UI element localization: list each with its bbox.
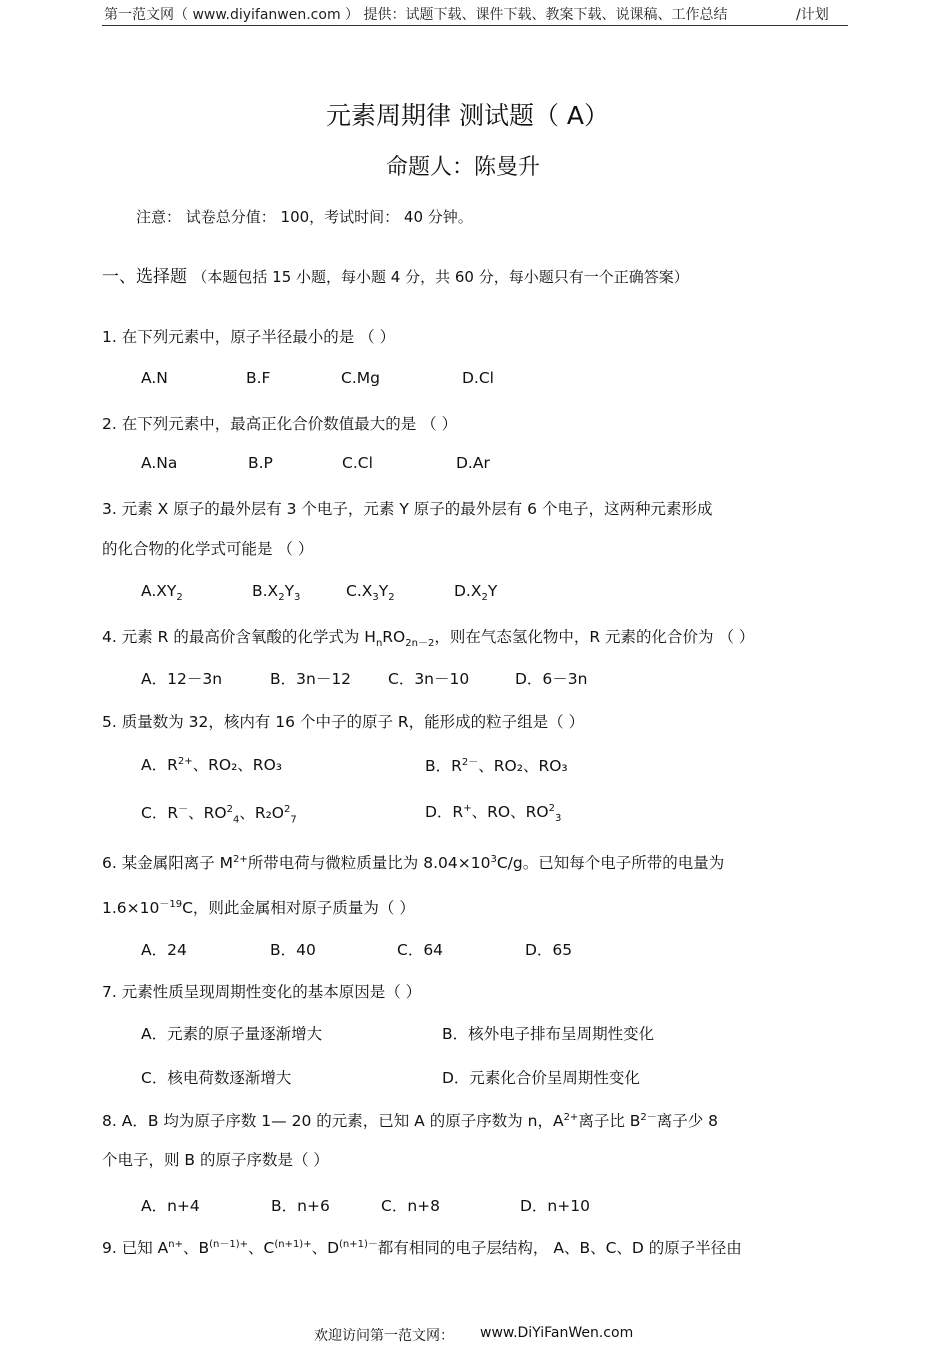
- q1-option-b: B.F: [246, 369, 271, 387]
- section-heading: [102, 262, 689, 287]
- question-2-stem: 2. 在下列元素中，最高正化合价数值最大的是 （ ）: [102, 415, 458, 433]
- q8-option-c: C．n+8: [381, 1197, 440, 1215]
- q5-option-c: C．R－、$RO^2_4$、$R_2O^2_7$: [141, 804, 297, 826]
- q3-option-a: $A.XY_2$: [141, 582, 183, 604]
- q4-option-b: B．3n－12: [270, 670, 352, 688]
- header-suffix: /计划: [796, 7, 829, 23]
- question-1-stem: 1. 在下列元素中，原子半径最小的是 （ ）: [102, 328, 396, 346]
- footer-url-link[interactable]: www.DiYiFanWen.com: [480, 1325, 634, 1341]
- section-description: （本题包括 15 小题，每小题 4 分，共 60 分，每小题只有一个正确答案）: [192, 268, 689, 286]
- q1-option-d: D.Cl: [462, 369, 494, 387]
- q4-option-a: A．12－3n: [141, 670, 223, 688]
- q7-option-a: A．元素的原子量逐渐增大: [141, 1025, 323, 1043]
- q8-option-d: D．n+10: [520, 1197, 590, 1215]
- question-9-stem: 9. 已知 $A^{n+}$、$B^{(n-1)+}$、$C^{(n+1)+}$、$D^{(n+1)-}$都有相同的电子层结构， A、B、C、D 的原子半径由: [102, 1239, 742, 1258]
- question-3-line-1: 3. 元素 X 原子的最外层有 3 个电子，元素 Y 原子的最外层有 6 个电子，这两种元素形成: [102, 500, 713, 518]
- q6-option-b: B．40: [270, 941, 316, 959]
- q2-option-c: C.Cl: [342, 454, 373, 472]
- author: 命题人：陈曼升: [386, 155, 541, 180]
- q3-option-c: $C.X_3Y_2$: [346, 582, 395, 604]
- question-4-stem: 4. 元素 R 的最高价含氧酸的化学式为 $H_nRO_{2n-2}$，则在气态氢化物中，R 元素的化合价为 （ ）: [102, 628, 755, 650]
- q7-option-b: B．核外电子排布呈周期性变化: [442, 1025, 655, 1043]
- q4-option-d: D．6－3n: [515, 670, 588, 688]
- q1-option-a: A.N: [141, 369, 168, 387]
- q6-option-c: C．64: [397, 941, 444, 959]
- question-6-line-2: $1.6\times 10^{-19}C$，则此金属相对原子质量为（ ）: [102, 899, 415, 918]
- q4-option-c: C．3n－10: [388, 670, 470, 688]
- q3-option-d: $D.X_2Y$: [454, 582, 498, 604]
- question-8-line-2: 个电子，则 B 的原子序数是（ ）: [102, 1151, 329, 1169]
- q2-option-b: B.P: [248, 454, 273, 472]
- question-8-line-1: 8. A．B 均为原子序数 1— 20 的元素，已知 A 的原子序数为 n，$A^{2+}$离子比 $B^{2-}$离子少 8: [102, 1112, 719, 1131]
- question-6-line-1: 6. 某金属阳离子 $M^{2+}$所带电荷与微粒质量比为 $8.04\times 10^3C/g$。已知每个电子所带的电量为: [102, 853, 725, 872]
- q5-option-a: A．$R^{2+}$、RO₂、RO₃: [141, 755, 282, 774]
- q5-option-b: B．$R^{2-}$、RO₂、RO₃: [425, 757, 568, 776]
- q8-option-b: B．n+6: [271, 1197, 330, 1215]
- q2-option-a: A.Na: [141, 454, 178, 472]
- q3-option-b: $B.X_2Y_3$: [252, 582, 301, 604]
- question-7-stem: 7. 元素性质呈现周期性变化的基本原因是（ ）: [102, 983, 422, 1001]
- section-title: 一、选择题: [102, 267, 187, 287]
- q6-option-d: D．65: [525, 941, 573, 959]
- q6-option-a: A．24: [141, 941, 187, 959]
- q8-option-a: A．n+4: [141, 1197, 200, 1215]
- q7-option-c: C．核电荷数逐渐增大: [141, 1069, 292, 1087]
- q5-option-d: D．R+、RO、$RO^2_3$: [425, 802, 562, 825]
- header-text: 第一范文网（ www.diyifanwen.com ） 提供：试题下载、课件下载、教案下载、说课稿、工作总结: [104, 7, 728, 23]
- header-divider: [102, 25, 848, 26]
- q1-option-c: C.Mg: [341, 369, 380, 387]
- page-title: 元素周期律 测试题（ A）: [326, 101, 609, 130]
- q7-option-d: D．元素化合价呈周期性变化: [442, 1069, 640, 1087]
- question-5-stem: 5. 质量数为 32，核内有 16 个中子的原子 R，能形成的粒子组是（ ）: [102, 713, 585, 731]
- exam-note: 注意： 试卷总分值： 100，考试时间： 40 分钟。: [136, 208, 473, 226]
- q2-option-d: D.Ar: [456, 454, 490, 472]
- footer-label: 欢迎访问第一范文网：: [314, 1328, 454, 1344]
- question-3-line-2: 的化合物的化学式可能是 （ ）: [102, 540, 314, 558]
